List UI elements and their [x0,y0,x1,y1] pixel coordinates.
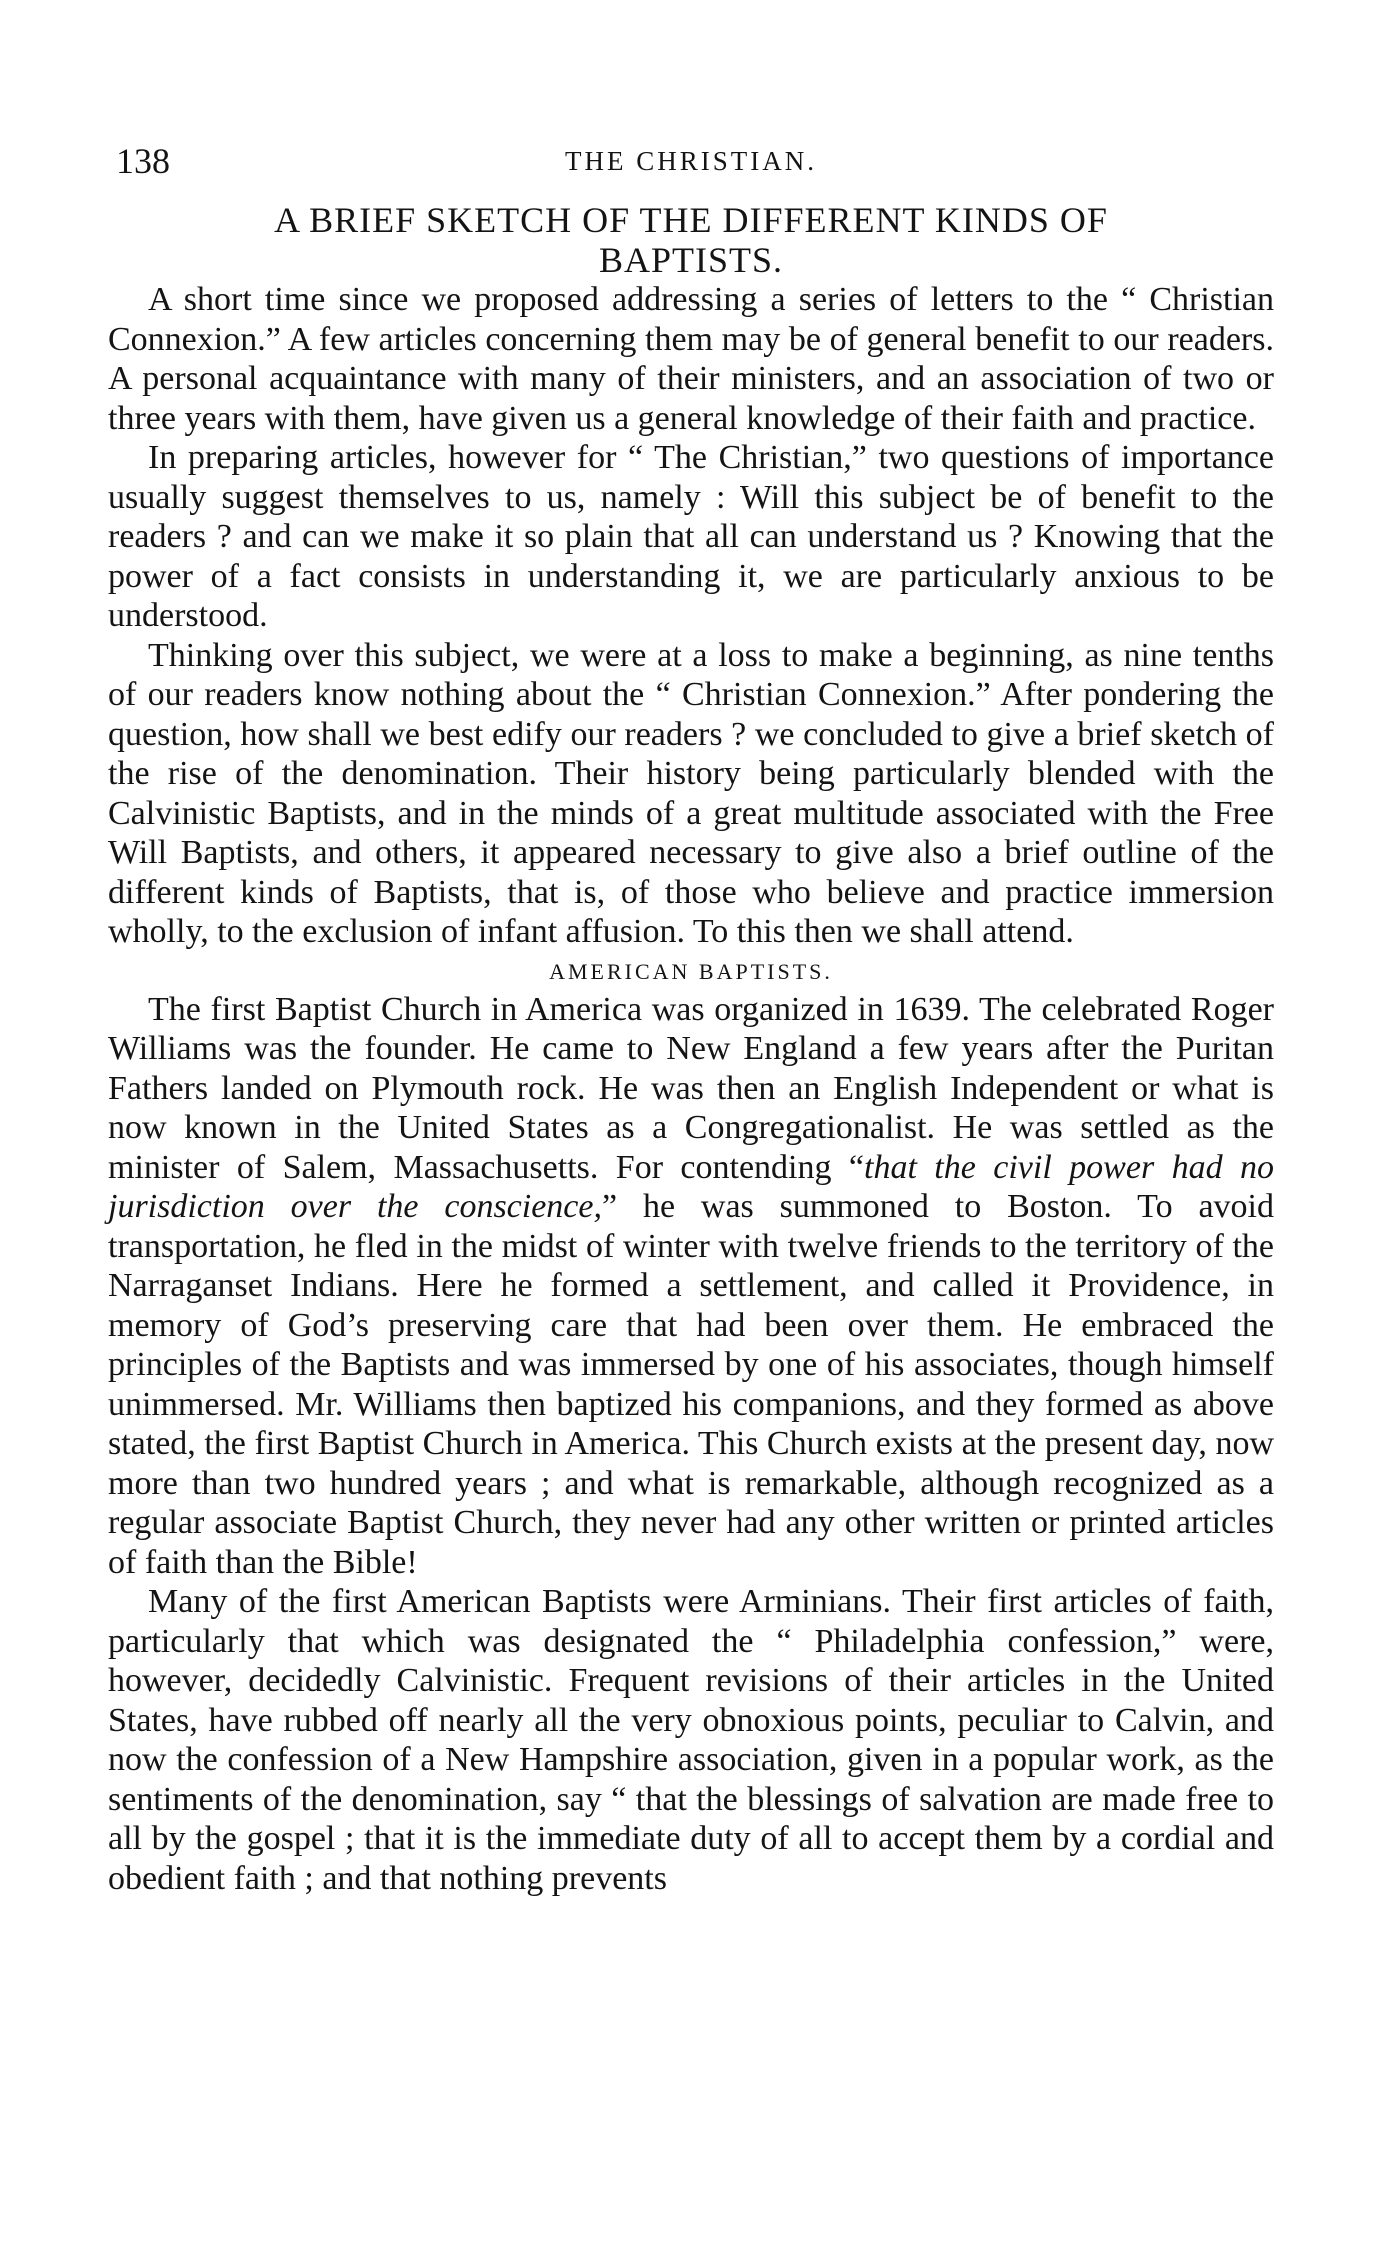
document-page [108,140,1274,1898]
running-header [108,140,1274,200]
paragraph-intro: A short time since we proposed addressing a series of letters to the “ Christian Connexion.” A few articles concerning them may be of general benefit to our readers. A personal acquaintance with many of their ministers, and an association of two or three years with them, have given us a general knowledge of their faith and practice. [108,281,1274,437]
article-title-line-1: A BRIEF SKETCH OF THE DIFFERENT KINDS OF [274,200,1108,240]
paragraph-questions: In preparing articles, however for “ The Christian,” two questions of importance usually suggest themselves to us, namely : Will this subject be of benefit to the readers ? and can we make it so plain that all can understand us ? Knowing that the power of a fact consists in understanding it, we are particularly anxious to be understood. [108,439,1274,634]
italic-quotation: that the civil power had no jurisdiction over the conscience, [108,1148,1274,1225]
paragraph-beginning: Thinking over this subject, we were at a loss to make a beginning, as nine tenths of our readers know nothing about the “ Christian Connexion.” After pondering the question, how shall we best edify our readers ? we concluded to give a brief sketch of the rise of the denomination. Their history being particularly blended with the Calvinistic Baptists, and in the minds of a great multitude associated with the Free Will Baptists, and others, it appeared necessary to give also a brief outline of the different kinds of Baptists, that is, of those who believe and practice immersion wholly, to the exclusion of infant affusion. To this then we shall attend. [108,636,1274,950]
paragraph-first-baptist-church [108,990,1274,1583]
article-title-line-2: BAPTISTS. [598,240,784,280]
page-number: 138 [116,141,170,181]
paragraph-text-before-quote: The first Baptist Church in America was organized in 1639. The celebrated Roger Williams was the founder. He came to New England a few years after the Puritan Fathers landed on Plymouth rock. He was then an English Independent or what is now known in the United States as a Congregationalist. He was settled as the minister of Salem, Massachusetts. For contending “ [108,990,1274,1186]
running-title: THE CHRISTIAN. [565,146,817,176]
article-body [108,280,1274,1898]
paragraph-arminians: Many of the first American Baptists were Arminians. Their first articles of faith, particularly that which was designated the “ Philadelphia confession,” were, however, decidedly Calvinistic. Frequent revisions of their articles in the United States, have rubbed off nearly all the very obnoxious points, peculiar to Calvin, and now the confession of a New Hampshire association, given in a popular work, as the sentiments of the denomination, say “ that the blessings of salvation are made free to all by the gospel ; that it is the immediate duty of all to accept them by a cordial and obedient faith ; and that nothing prevents [108,1583,1274,1897]
article-title [108,200,1274,280]
paragraph-text-after-quote: ” he was summoned to Boston. To avoid transportation, he fled in the midst of winter with twelve friends to the territory of the Narraganset Indians. Here he formed a settlement, and called it Providence, in memory of God’s preserving care that had been over them. He embraced the principles of the Baptists and was immersed by one of his associates, though himself unimmersed. Mr. Williams then baptized his companions, and they formed as above stated, the first Baptist Church in America. This Church exists at the present day, now more than two hundred years ; and what is remarkable, although recognized as a regular associate Baptist Church, they never had any other written or printed articles of faith than the Bible! [108,1188,1274,1581]
section-heading-american-baptists: AMERICAN BAPTISTS. [549,958,833,984]
